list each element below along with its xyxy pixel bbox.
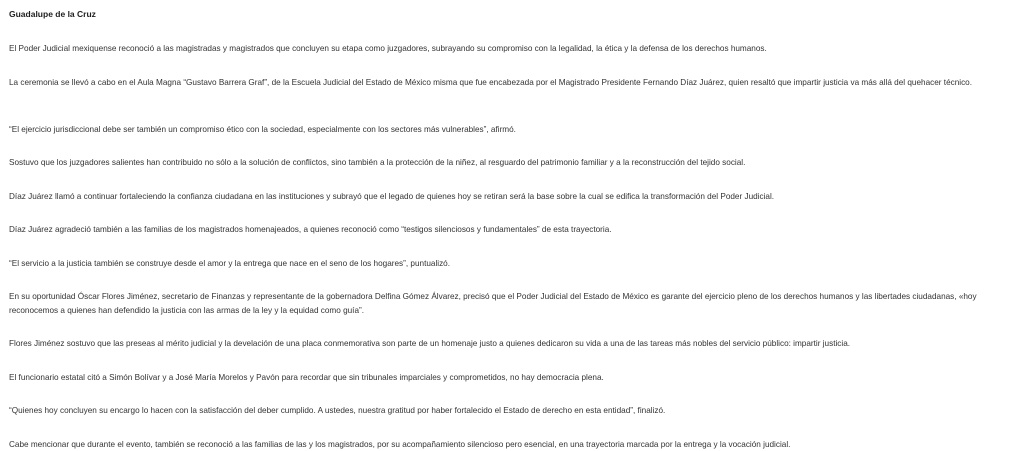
article-paragraph: Díaz Juárez agradeció también a las familias de los magistrados homenajeados, a quienes reconoció como “testigos silenciosos y fundamentales” de esta trayectoria. bbox=[9, 223, 1015, 237]
article-paragraph: La ceremonia se llevó a cabo en el Aula Magna “Gustavo Barrera Graf”, de la Escuela Judicial del Estado de México misma que fue encabezada por el Magistrado Presidente Fernando Díaz Juárez, quien resaltó que impartir justicia va más allá del quehacer técnico. bbox=[9, 76, 1015, 103]
article-paragraph: “Quienes hoy concluyen su encargo lo hacen con la satisfacción del deber cumplido. A ustedes, nuestra gratitud por haber fortalecido el Estado de derecho en esta entidad”, finalizó. bbox=[9, 404, 1015, 418]
article-paragraph: “El ejercicio jurisdiccional debe ser también un compromiso ético con la sociedad, especialmente con los sectores más vulnerables”, afirmó. bbox=[9, 123, 1015, 137]
article-paragraph: Cabe mencionar que durante el evento, también se reconoció a las familias de las y los magistrados, por su acompañamiento silencioso pero esencial, en una trayectoria marcada por la entrega y la vocación judicial. bbox=[9, 438, 1015, 451]
article-paragraph: En su oportunidad Óscar Flores Jiménez, secretario de Finanzas y representante de la gobernadora Delfina Gómez Álvarez, precisó que el Poder Judicial del Estado de México es garante del ejercicio pleno de los derechos humanos y las libertades ciudadanas, «hoy reconocemos a quienes han defendido la justicia con las armas de la ley y la equidad como guía”. bbox=[9, 290, 1015, 317]
article-paragraph: Flores Jiménez sostuvo que las preseas al mérito judicial y la develación de una placa conmemorativa son parte de un homenaje justo a quienes dedicaron su vida a una de las tareas más nobles del servicio público: impartir justicia. bbox=[9, 337, 1015, 351]
article-paragraph: Díaz Juárez llamó a continuar fortaleciendo la confianza ciudadana en las instituciones y subrayó que el legado de quienes hoy se retiran será la base sobre la cual se edifica la transformación del Poder Judicial. bbox=[9, 190, 1015, 204]
article-paragraph: Sostuvo que los juzgadores salientes han contribuido no sólo a la solución de conflictos, sino también a la protección de la niñez, al resguardo del patrimonio familiar y a la reconstrucción del tejido social. bbox=[9, 156, 1015, 170]
article-paragraph: El Poder Judicial mexiquense reconoció a las magistradas y magistrados que concluyen su etapa como juzgadores, subrayando su compromiso con la legalidad, la ética y la defensa de los derechos humanos. bbox=[9, 42, 1015, 56]
article-paragraph: El funcionario estatal citó a Simón Bolívar y a José María Morelos y Pavón para recordar que sin tribunales imparciales y comprometidos, no hay democracia plena. bbox=[9, 371, 1015, 385]
article-paragraph: “El servicio a la justicia también se construye desde el amor y la entrega que nace en el seno de los hogares”, puntualizó. bbox=[9, 257, 1015, 271]
author-byline: Guadalupe de la Cruz bbox=[9, 9, 1015, 20]
